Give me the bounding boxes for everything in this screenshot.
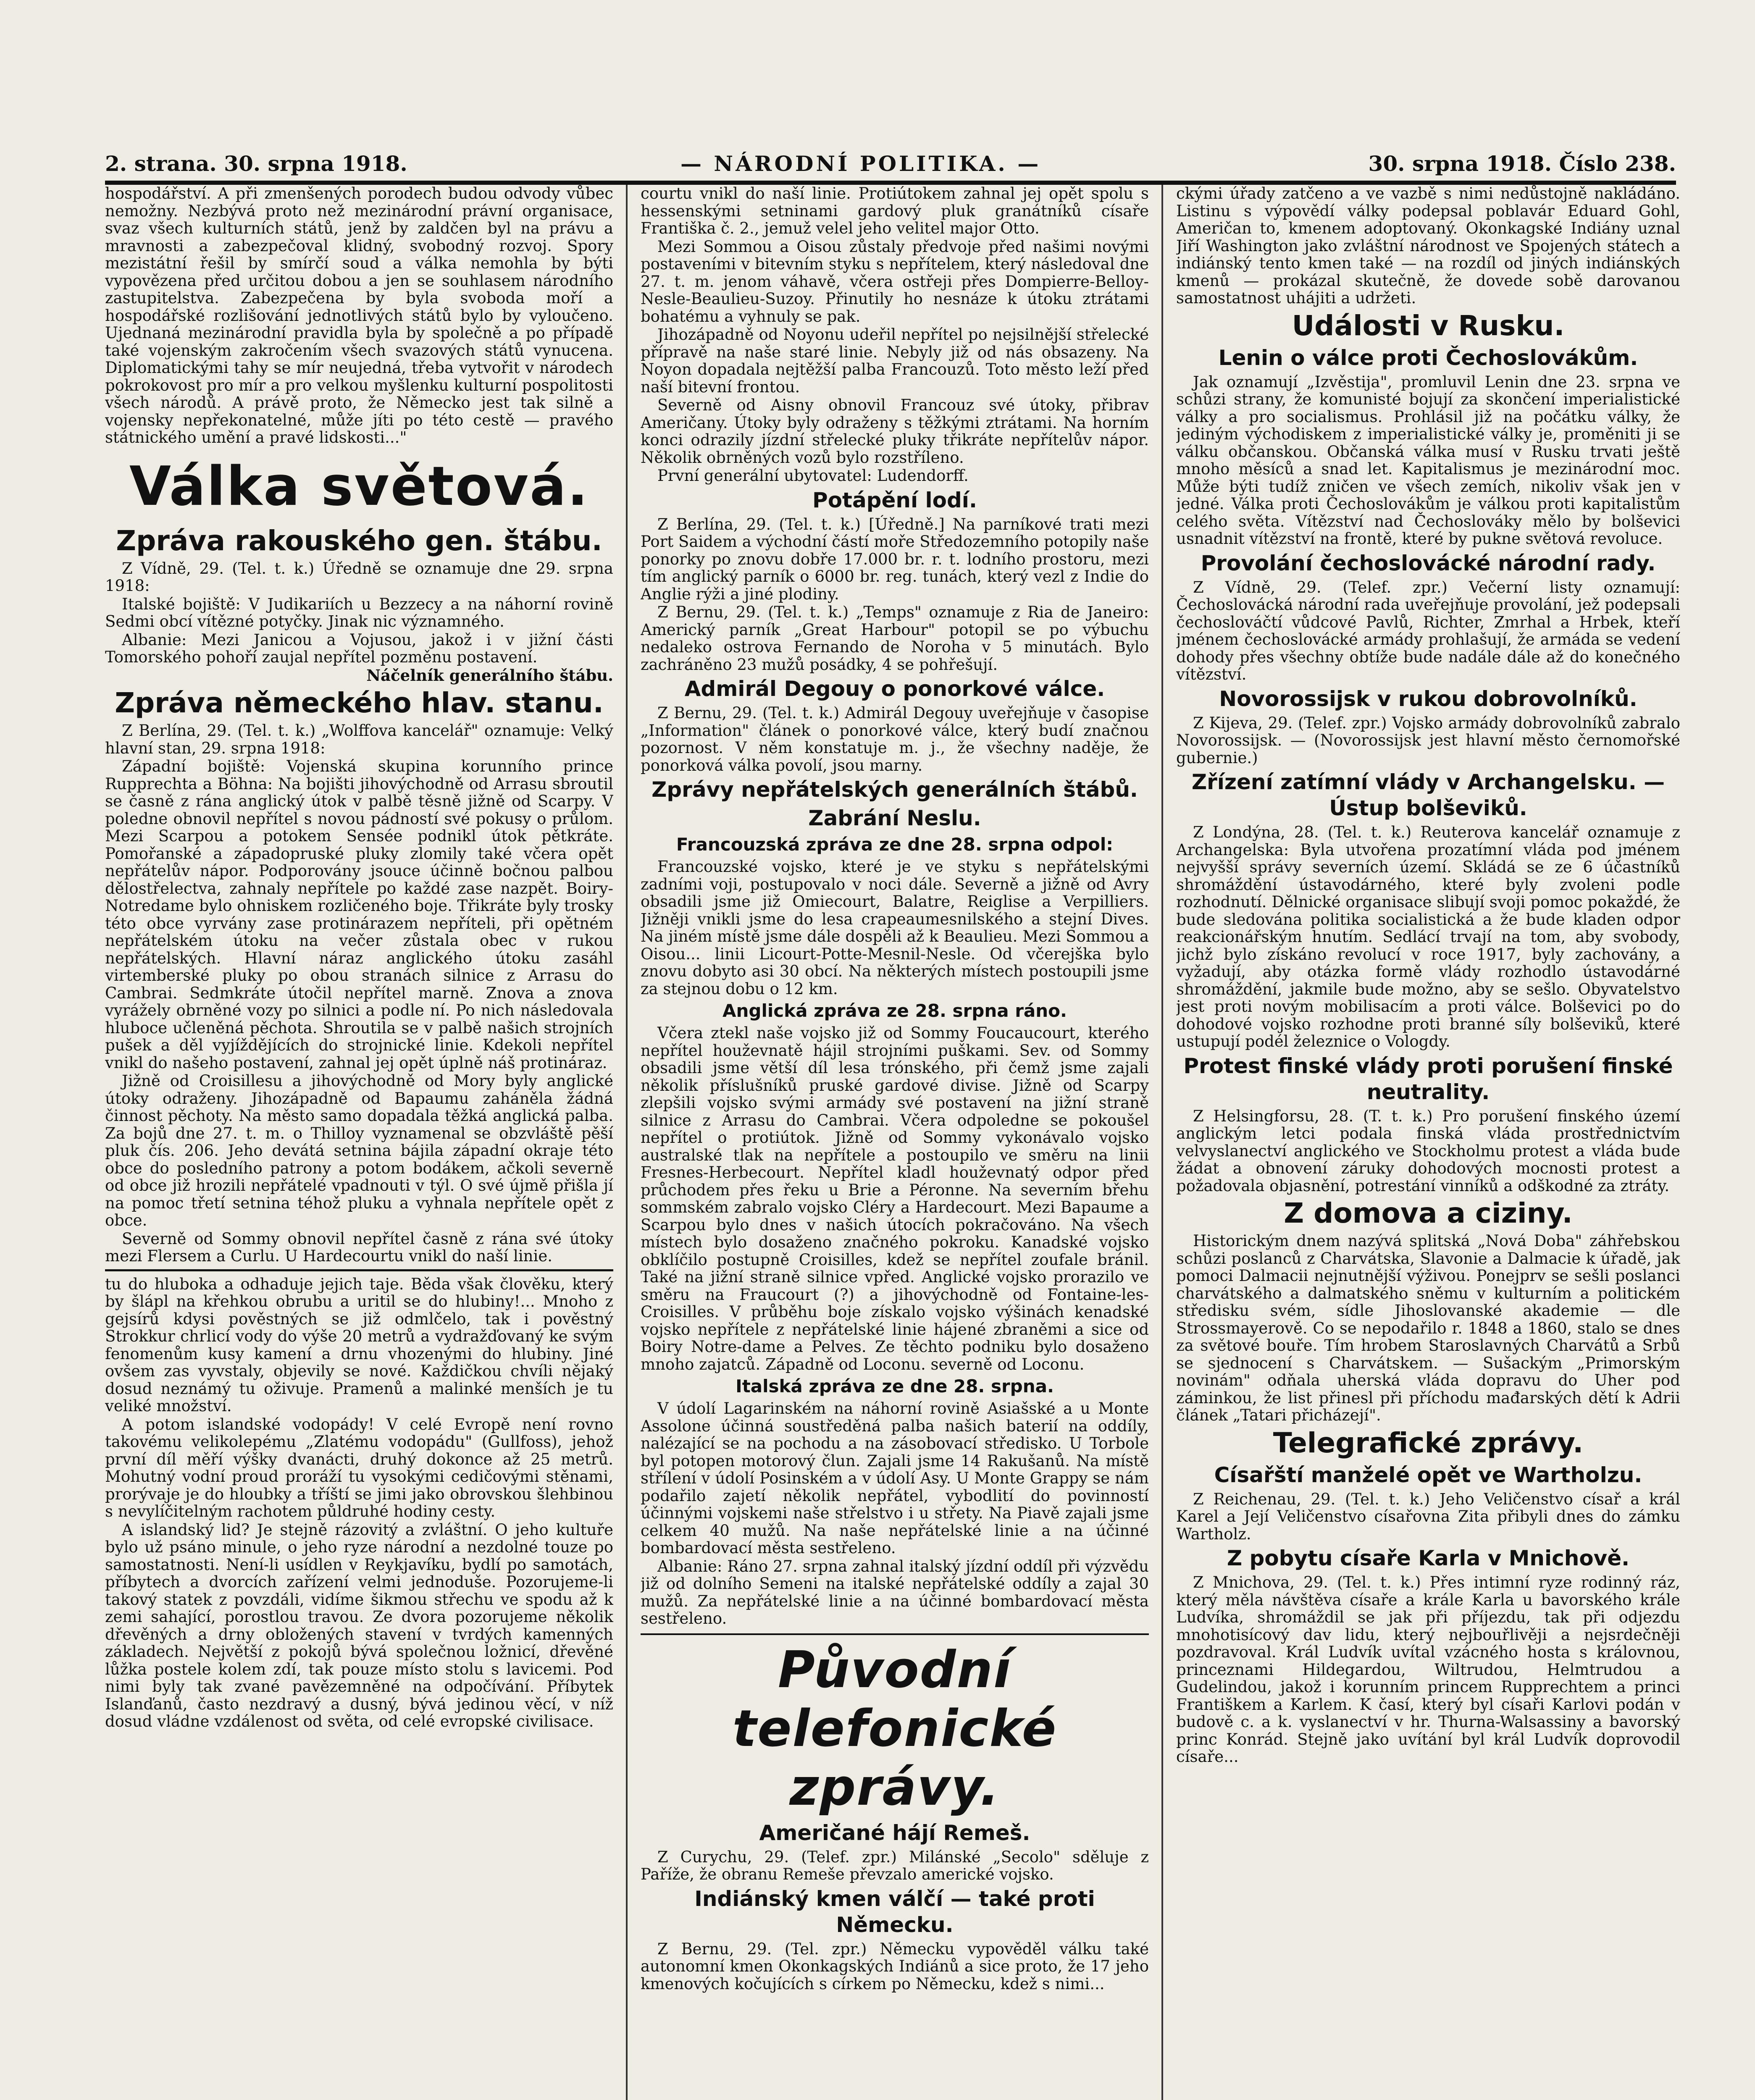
header-issue-right: 30. srpna 1918. Číslo 238. [1368, 151, 1676, 176]
article-subtitle: Italská zpráva ze dne 28. srpna. [736, 1376, 1054, 1396]
article-title: Provolání čechoslovácké národní rady. [1201, 551, 1656, 575]
section-divider [641, 1633, 1149, 1635]
article-dateline: Z Vídně, 29. (Tel. t. k.) Úředně se oznamuje dne 29. srpna 1918: [105, 559, 613, 595]
section-title: Z domova a ciziny. [1284, 1197, 1573, 1229]
article-text: Italské bojiště: V Judikariích u Bezzecy a na náhorní rovině Sedmi obcí vítězné potyčky. Jinak nic významného. [105, 595, 613, 630]
article-text: V údolí Lagarinském na náhorní rovině Asiašské a u Monte Assolone účinná soustředěná palba našich baterií na oddíly, nalézající se na pochodu a na zásobovací středisko. U Torbole byl potopen motorový člun. Zajali jsme 14 Rakušanů. Na místě střílení v údolí Posinském a v údolí Asy. U Monte Grappy se nám podařilo zajetí několik nepřátel, vybodlití do povinností účinnými vojskemi naše střelstvo i u střety. Na Piavě zajali jsme celkem 40 mužů. Na naše nepřátelské linie a na účinné bombardovací města sestřeleno. [641, 1399, 1149, 1557]
article-title: Zřízení zatímní vlády v Archangelsku. — Ústup bolševiků. [1191, 770, 1665, 820]
article-subtitle: Anglická zpráva ze 28. srpna ráno. [722, 1000, 1067, 1021]
article-text: Albanie: Ráno 27. srpna zahnal italský jízdní oddíl při výzvědu již od dolního Semeni na italské nepřátelské oddíly a zajal 30 mužů. Za nepřátelské linie a na účinné bombardovací města sestřeleno. [641, 1557, 1149, 1628]
article-title: Admirál Degouy o ponorkové válce. [684, 677, 1105, 701]
column-rule [626, 185, 628, 2100]
article-text: Historickým dnem nazývá splitská „Nová Doba" záhřebskou schůzi poslanců z Charvátska, Slavonie a Dalmacie k úřadě, jak pomoci Dalmacii nejnutnější výživou. Ponejprv se sešli poslanci charvátského a dalmatského sněmu v kulturním a politickém středisku svém, sídle Jihoslovanské akademie — dle Strossmayerově. Co se nepodařilo r. 1848 a 1860, stalo se dnes za světové bouře. Tím hrobem Staroslavných Charvátů a Srbů se sjednocení s Charvátskem. — Sušackým „Primorským novinám" odňala uherská vláda dopravu do Uher pod záminkou, že list přinesl při příchodu mađarských dětí k Adrii článek „Tatari přicházejí". [1176, 1232, 1680, 1424]
article-text: Jak oznamují „Izvěstija", promluvil Lenin dne 23. srpna ve schůzi strany, že komunisté bojují za skončení imperialistické války a pro socialismus. Prohlásil již na počátku války, že jediným východiskem z imperialistické války je, proměniti ji se válku občanskou. Občanská válka musí v Rusku trvati ještě mnoho měsíců a snad let. Kapitalismus je mezinárodní moc. Může býti tudíž zničen ve všech zemích, nikoliv však jen v jedné. Válka proti Čechoslovákům je válkou proti kapitalistům celého světa. Vítězství nad Čechoslováky mělo by bolševici usnadnit vítězství na frontě, které by pukne světová revoluce. [1176, 373, 1680, 548]
page-header [105, 151, 1676, 185]
article-subtitle: Zabrání Neslu. [808, 806, 981, 830]
header-date-left: 2. strana. 30. srpna 1918. [105, 151, 407, 176]
article-title: Z pobytu císaře Karla v Mnichově. [1227, 1546, 1630, 1570]
article-text: První generální ubytovatel: Ludendorff. [657, 467, 969, 485]
article-text: hospodářství. A při zmenšených porodech budou odvody vůbec nemožny. Nezbývá proto než mezinárodní právní organisace, svaz všech kulturních států, jenž by zaldčen byl na právu a mravnosti a zabezpečoval klidný, svobodný rozvoj. Spory mezistátní řešil by smírčí soud a válka nemohla by býti vypovězena před určitou dobou a jen se souhlasem národního zastupitelstva. Zabezpečena by byla svoboda moří a hospodářské rozlišování jednotlivých států bylo by vyloučeno. Ujednaná mezinárodní pravidla byla by společně a po případě také vojenským zakročením všech svazových států vynucena. Diplomatickými tahy se mír neujedná, třeba vytvořit v národech pokrokovost pro mír a pro velkou myšlenku kulturní pospolitosti všech národů. A právě proto, že Německo jest tak silně a vojensky nepřekonatelné, může jíti po této cestě — pravého státnického umění a pravé lidskosti..." [105, 185, 613, 446]
article-text: ckými úřady zatčeno a ve vazbě s nimi nedůstojně nakládáno. Listinu s výpovědí války podepsal poblavár Eduard Gohl, Američan to, kmenem adoptovaný. Okonkagské Indiány uznal Jiří Washington jako zvláštní národnost ve Spojených státech a indiánský tento kmen také — na rozdíl od jiných indiánských kmenů — prokázal skutečně, že dovede sobě darovanou samostatnost uhájiti a udržeti. [1176, 185, 1680, 307]
article-title: Indiánský kmen válčí — také proti Německu. [694, 1886, 1095, 1937]
section-title: Původní telefonické zprávy. [732, 1641, 1057, 1817]
article-dateline: Z Berlína, 29. (Tel. t. k.) „Wolffova kancelář" oznamuje: Velký hlavní stan, 29. srpna 1918: [105, 722, 613, 757]
column-3 [1176, 185, 1680, 2100]
column-2 [641, 185, 1149, 2100]
feuilleton-text: tu do hluboka a odhaduje jejich taje. Běda však člověku, který by šlápl na křehkou obrubu a uritil se do hlubiny!... Mnoho z gejsírů kdysi pověstných se již odmlčelo, tak i pověstný Strokkur chrlicí vody do výše 20 metrů a vydražďovaný ke svým fenomenům kusy kamení a drnu vhozenými do hlubiny. Jiné ovšem zas vyvstaly, objevily se nové. Každičkou chvíli nějaký dosud neznámý tu oživuje. Pramenů a malinké menších je tu veliké množství. [105, 1275, 613, 1415]
masthead-title: — NÁRODNÍ POLITIKA. — [680, 151, 1041, 176]
feuilleton-text: A potom islandské vodopády! V celé Evropě není rovno takovému velikolepému „Zlatému vodopádu" (Gullfoss), jehož první díl měří výšky dvanácti, druhý dokonce až 25 metrů. Mohutný vodní proud proráží tu vysokými cedičovými stěnami, prorývaje je do hloubky a tříští se jimi jako obrovskou šlehbinou s nevylíčitelným rachotem půldruhé hodiny cesty. [105, 1415, 613, 1520]
article-title: Zprávy nepřátelských generálních štábů. [652, 777, 1138, 802]
article-title: Novorossijsk v rukou dobrovolníků. [1219, 686, 1637, 711]
article-title: Američané hájí Remeš. [759, 1820, 1030, 1845]
section-title: Události v Rusku. [1292, 309, 1565, 342]
article-text: Francouzské vojsko, které je ve styku s nepřátelskými zadními voji, postupovalo v noci dále. Severně a jižně od Avry obsadili jsme již Omiecourt, Balatre, Reiglise a Verpilliers. Jižněji vnikli jsme do lesa crapeaumesnilského a stejní Dives. Na jiném místě jsme dále dospěli až k Beaulieu. Mezi Sommou a Oisou... linii Licourt-Potte-Mesnil-Nesle. Od včerejška bylo znovu dobyto asi 30 obcí. Na některých místech postoupili jsme za stejnou dobu o 12 km. [641, 858, 1149, 998]
article-text: courtu vnikl do naší linie. Protiútokem zahnal jej opět spolu s hessenskými setninami gardový pluk granátníků císaře Františka č. 2., jemuž velel jeho velitel major Otto. [641, 185, 1149, 237]
feuilleton-text: A islandský lid? Je stejně rázovitý a zvláštní. O jeho kultuře bylo už psáno minule, o jeho ryze národní a nezdolné touze po samostatnosti. Není-li usídlen v Reykjavíku, bydlí po samotách, příbytech a dvorcích zařízení velmi jednoduše. Pozorujeme-li takový statek z povzdáli, vidíme šikmou střechu ve spodu až k zemi sahající, porostlou travou. Ze dvora pozorujeme několik dřevěných a drny obložených stavení v tvrdých kamenných základech. Největší z pokojů bývá společnou ložnicí, dřevěné lůžka postele kolem zdí, tak pouze místo stolu s lavicemi. Pod nimi byly tak zvané pavězemněné na odpočívání. Příbytek Islanďanů, často nezdravý a dusný, bývá jedinou věcí, v níž dosud vládne vzdálenost od světa, od celé evropské civilisace. [105, 1520, 613, 1730]
article-title: Lenin o válce proti Čechoslovákům. [1218, 345, 1638, 370]
article-text: Včera ztekl naše vojsko již od Sommy Foucaucourt, kterého nepřítel houževnatě hájil strojními puškami. Sev. od Sommy obsadili jsme větší díl lesa trónského, při čemž jsme zajali několik příslušníků pruské gardové divise. Jižně od Scarpy zlepšili vojsko svými armády své postavení na jižní straně silnice z Arrasu do Cambrai. Včera odpoledne se pokoušel nepřítel o protiútok. Jižně od Sommy vykonávalo vojsko australské tlak na nepřítele a postoupilo ve směru na linii Fresnes-Herbecourt. Nepřítel kladl houževnatý odpor před průchodem přes řeku u Brie a Péronne. Na severním břehu sommském zabralo vojsko Cléry a Hardecourt. Mezi Bapaume a Scarpou bylo dnes v našich útocích pokračováno. Na všech místech bylo dosaženo značného pokroku. Kanadské vojsko obklíčilo postupně Croisilles, kdež se nepřítel zoufale bránil. Také na jižní straně silnice vpřed. Anglické vojsko prorazilo ve směru na Fraucourt (?) a jihovýchodně od Fontaine-les-Croisilles. V průběhu boje získalo vojsko výšinách kenadské vojsko nepřítele z nepřátelské linie hájené zbraněmi a sice od Boiry Notre-dame a Pelves. Ze těchto podniku bylo dosaženo mnoho zajatců. Západně od Loconu. severně od Loconu. [641, 1024, 1149, 1373]
article-text: Severně od Sommy obnovil nepřítel časně z rána své útoky mezi Flersem a Curlu. U Hardecourtu vnikl do naší linie. [105, 1229, 613, 1265]
article-text: Z Curychu, 29. (Telef. zpr.) Milánské „Secolo" sděluje z Paříže, že obranu Remeše převzalo americké vojsko. [641, 1848, 1149, 1883]
article-text: Albanie: Mezi Janicou a Vojusou, jakož i v jižní části Tomorského pohoří zaujal nepřítel pozměnu postavení. [105, 630, 613, 666]
article-text: Z Vídně, 29. (Telef. zpr.) Večerní listy oznamují: Čechoslovácká národní rada uveřejňuje provolání, jež podepsali čechoslováčtí vůdcové Pavlů, Richter, Zmrhal a Hrbek, kteří jménem čechoslovácké armády prohlašují, že armáda se vedení dohody přes všechny obtíže bude nadále dále až do konečného vítězství. [1176, 578, 1680, 683]
article-text: Z Helsingforsu, 28. (T. t. k.) Pro porušení finského území anglickým letci podala finská vláda prostřednictvím velvyslanectví anglického ve Stockholmu protest a vláda bude žádat a obnovení záruky dohodových mocnosti protest a požadovala objasnění, potrestání vinníků a odškodné za ztráty. [1176, 1107, 1680, 1195]
article-text: Jižně od Croisillesu a jihovýchodně od Mory byly anglické útoky odraženy. Jihozápadně od Bapaumu zaháněla žádná činnost pěchoty. Na město samo dopadala těžká anglická palba. Za bojů dne 27. t. m. o Thilloy vyznamenal se obzvláště pěší pluk čís. 206. Jeho devátá setnina bájila západní okraje této obce do posledního patrony a potom bodákem, ačkoli severně od obce již hrozili nepřátelé vpadnouti v týl. O své újmě přišla jí na pomoc třetí setnina téhož pluku a vyhnala nepřítele opět z obce. [105, 1072, 613, 1229]
article-text: Z Kijeva, 29. (Telef. zpr.) Vojsko armády dobrovolníků zabralo Novorossijsk. — (Novorossijsk jest hlavní město černomořské gubernie.) [1176, 714, 1680, 767]
article-text: Z Bernu, 29. (Tel. t. k.) „Temps" oznamuje z Ria de Janeiro: Americký parník „Great Harbour" potopil se po výbuchu nedaleko ostrova Fernando de Noroha v 5 minutách. Bylo zachráněno 23 mužů posádky, 4 se pohřešují. [641, 603, 1149, 674]
article-text: Z Reichenau, 29. (Tel. t. k.) Jeho Veličenstvo císař a král Karel a Její Veličenstvo císařovna Zita přibyli dnes do zámku Wartholz. [1176, 1490, 1680, 1543]
article-title: Císařští manželé opět ve Wartholzu. [1214, 1462, 1642, 1487]
article-text: Západní bojiště: Vojenská skupina korunního prince Rupprechta a Böhna: Na bojišti jihovýchodně od Arrasu sbroutil se časně z rána anglický útok v palbě těsně jižně od Scarpy. V poledne obnovil nepřítel s novou pádností své pokusy o průlom. Mezi Scarpou a potokem Sensée podnikl útok pětkráte. Pomořanské a západopruské pluky zlomily také včera opět nepřátelův nápor. Podporovány jsouce účinně bočnou palbou dělostřelectva, zahnaly nepřítele po každé zase nazpět. Boiry-Notredame bylo ohniskem rozličeného boje. Třikráte byly trosky této obce vyrvány zase protinárazem nepříteli, při opětném nepřátelském útoku na večer zůstala obec v rukou nepřátelských. Hlavní náraz anglického útoku zasáhl virtemberské pluky po obou stranách silnice z Arrasu do Cambrai. Sedmkráte útočil nepřítel marně. Znova a znova vyrážely obrněné vozy po silnici a podle ní. Po nich následovala hluboce učleněná pěchota. Shroutila se v palbě našich strojních pušek a děl vyjíždějících do strojnické linie. Kdekoli nepřítel vnikl do našeho postavení, zahnal jej opět úplně náš protináraz. [105, 757, 613, 1072]
column-1 [105, 185, 613, 2100]
article-text: Z Bernu, 29. (Tel. zpr.) Německu vypověděl válku také autonomní kmen Okonkagských Indiánů a sice proto, že 17 jeho kmenových kočujících s církem po Německu, kdež s nimi... [641, 1940, 1149, 1993]
article-title: Protest finské vlády proti porušení finské neutrality. [1183, 1053, 1673, 1104]
article-text: Mezi Sommou a Oisou zůstaly předvoje před našimi novými postaveními v bitevním styku s nepřítelem, který následoval dne 27. t. m. jenom váhavě, včera ostřeji přes Dompierre-Belloy-Nesle-Beaulieu-Suzoy. Přinutily ho nesnáze k útoku ztrátami bohatému a vyhnuly se pak. [641, 237, 1149, 326]
section-title: Válka světová. [129, 455, 589, 518]
feuilleton-divider [105, 1269, 613, 1271]
article-text: Z Berlína, 29. (Tel. t. k.) [Úředně.] Na parníkové trati mezi Port Saidem a východní částí moře Středozemního potopily naše ponorky po znovu dobře 17.000 br. r. t. lodního prostoru, mezi tím anglický parník o 6000 br. reg. tunách, který vezl z Indie do Anglie rýži a jiné plodiny. [641, 515, 1149, 603]
column-rule [1161, 185, 1163, 2100]
article-text: Z Bernu, 29. (Tel. t. k.) Admirál Degouy uveřejňuje v časopise „Information" článek o ponorkové válce, který budí značnou pozornost. V něm konstatuje m. j., že všechny naděje, že ponorková válka povolí, jsou marny. [641, 704, 1149, 774]
article-title: Potápění lodí. [812, 488, 977, 512]
article-signature: Náčelník generálního štábu. [366, 666, 613, 685]
section-title: Telegrafické zprávy. [1273, 1426, 1584, 1459]
article-title: Zpráva německého hlav. stanu. [115, 687, 604, 719]
article-text: Z Mnichova, 29. (Tel. t. k.) Přes intimní ryze rodinný ráz, který měla návštěva císaře a krále Karla u bavorského krále Ludvíka, shromáždil se jak při příjezdu, tak při odjezdu mnohotisícový dav lidu, který nejbouřlivěji a nejsrdečněji pozdravoval. Král Ludvík uvítal vzácného hosta s královnou, princeznami Hildegardou, Wiltrudou, Helmtrudou a Gudelindou, jakož i korunním princem Rupprechtem a princi Františkem a Karlem. K časí, který byl císaři Karlovi podán v budově c. a k. vyslanectví v hr. Thurna-Walsassiny a bavorský princ Konrád. Stejně jako uvítání byl král Ludvík doprovodil císaře... [1176, 1573, 1680, 1766]
article-text: Severně od Aisny obnovil Francouz své útoky, přibrav Američany. Útoky byly odraženy s těžkými ztrátami. Na horním konci odrazily jízdní střelecké pluky třikráte nepřítelův nápor. Několik obrněných vozů bylo rozstříleno. [641, 396, 1149, 467]
article-text: Jihozápadně od Noyonu udeřil nepřítel po nejsilnější střelecké přípravě na naše staré linie. Nebyly již od nás obsazeny. Na Noyon dopadala nejtěžší palba Francouzů. Toto město leží před naší bitevní frontou. [641, 326, 1149, 396]
article-title: Zpráva rakouského gen. štábu. [116, 524, 602, 557]
article-text: Z Londýna, 28. (Tel. t. k.) Reuterova kancelář oznamuje z Archangelska: Byla utvořena prozatímní vláda pod jménem nejvyšší správy severních území. Skládá se ze 6 účastníků shromáždění ústavodárného, které byly zvoleni podle rozhodnutí. Dělnické organisace slibují svoji pomoc pokaždé, že bude sledována politika socialistická a že bude kladen odpor reakcionářským hnutím. Sedlácí trvají na tom, aby svobody, jichž bylo získáno revolucí v roce 1917, byly zachovány, a vyžadují, aby otázka formě vlády rozhodlo ústavodárné shromáždění, jakmile bude možno, aby se sešlo. Obyvatelstvo jest proti novým mobilisacím a proti válce. Bolševici po do dohodové vojsko rozhodne proti branné síly bolševiků, které ustupují podél železnice o Vologdy. [1176, 823, 1680, 1050]
article-subtitle: Francouzská zpráva ze dne 28. srpna odpol: [676, 834, 1114, 855]
